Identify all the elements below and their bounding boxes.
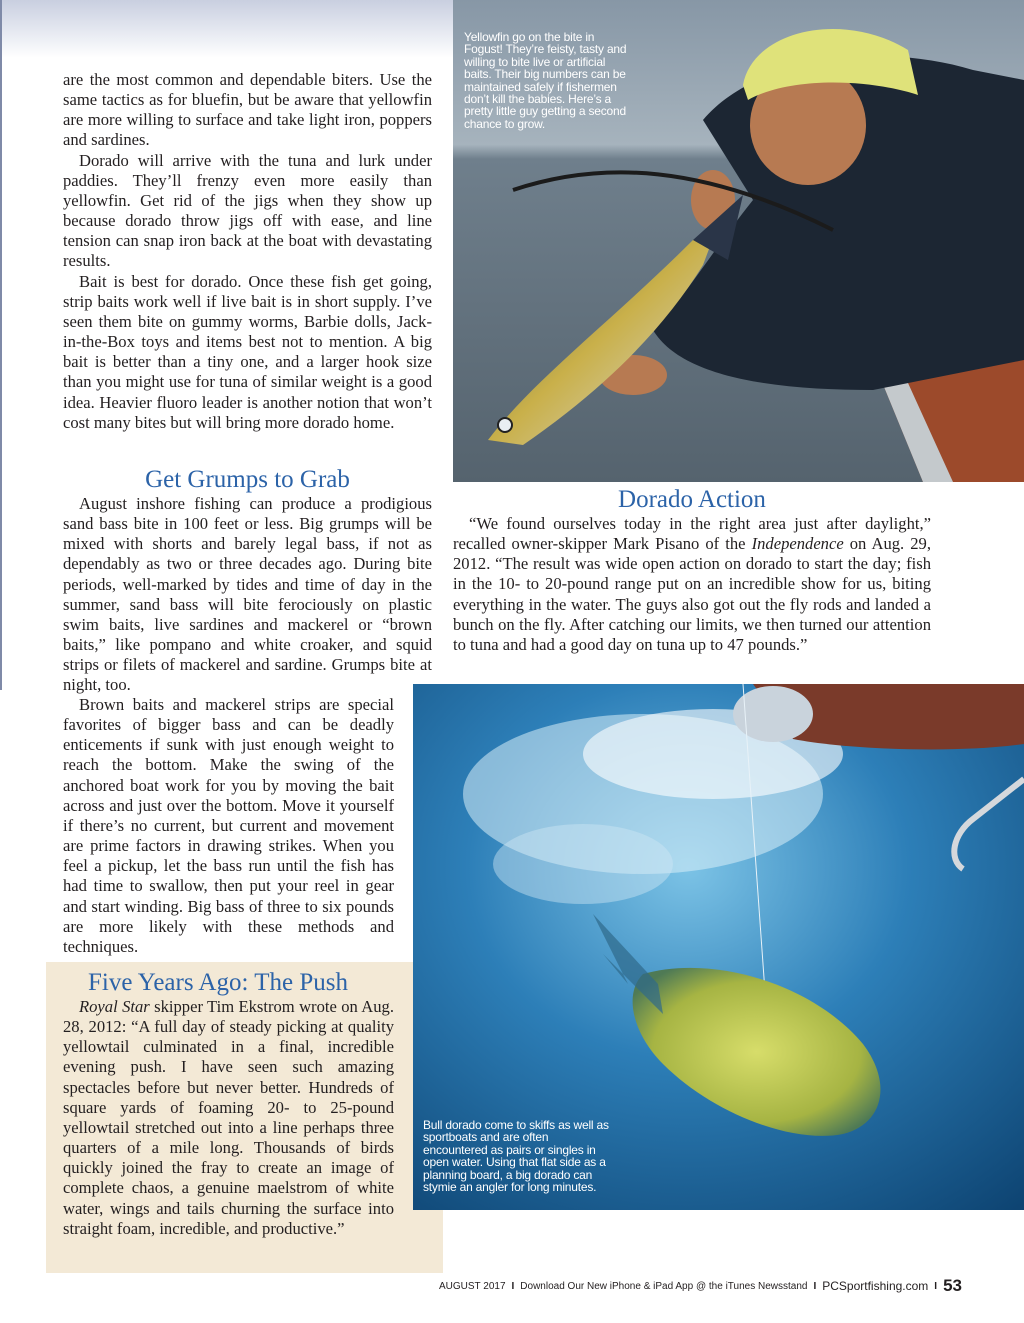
dorado-text — [453, 514, 931, 655]
top-gradient-band — [0, 0, 460, 58]
page-footer — [439, 1276, 962, 1296]
footer-separator: I — [511, 1280, 515, 1292]
sidebar-body: skipper Tim Ekstrom wrote on Aug. 28, 2012: “A full day of steady picking at quality yellowtail culminated in a final, incredible evening push. I have seen such amazing spectacles before but never better. Hundreds of square yards of foaming 20- to 25-pound yellowtail stretched out into a line perhaps three quarters of a mile long. Thousands of birds quickly joined the fray to create an image of complete chaos, a genuine maelstrom of white water, wings and tails churning the surface into straight foam, incredible, and productive.” — [63, 997, 395, 1238]
grumps-text-narrow — [63, 695, 394, 957]
section-heading-dorado: Dorado Action — [618, 486, 766, 513]
body-paragraph: August inshore fishing can produce a prodigious sand bass bite in 100 feet or less. Big grumps will be mixed with shorts and barely legal bass, if not as dependably as two or three decades ago. During bite periods, well-marked by tides and time of day in the summer, sand bass will bite ferociously on plastic swim baits, live sardines and mackerel or “brown baits,” like pompano and white croaker, and squid strips or filets of mackerel and sardine. Grumps bite at night, too. — [63, 494, 432, 695]
footer-website: PCSportfishing.com — [822, 1279, 929, 1293]
footer-separator: I — [934, 1280, 938, 1292]
sidebar-heading: Five Years Ago: The Push — [88, 969, 348, 996]
footer-separator: I — [813, 1280, 817, 1292]
grumps-text-wide — [63, 494, 432, 696]
body-paragraph: Dorado will arrive with the tuna and lurk under paddies. They’ll frenzy even more easily than yellowfin. Get rid of the jigs when they show up because dorado throw jigs off with ease, and line tension can snap iron back at the boat with devastating results. — [63, 150, 432, 271]
sidebar-text — [63, 997, 394, 1239]
yellowfin-caption: Yellowfin go on the bite in Fogust! They’re feisty, tasty and willing to bite live or artificial baits. Their big numbers can be maintained safely if fishermen don’t kill the babies. Here’s a pretty little guy getting a second chance to grow. — [464, 30, 627, 131]
section-heading-grumps: Get Grumps to Grab — [145, 466, 350, 493]
dorado-caption: Bull dorado come to skiffs as well as sportboats and are often encountered as pairs or singles in open water. Using that flat side as a planning board, a big dorado can stymie an angler for long minutes. — [423, 1118, 609, 1195]
body-paragraph — [453, 514, 931, 655]
body-paragraph — [63, 997, 394, 1239]
dorado-text-2: on Aug. 29, 2012. “The result was wide open action on dorado to start the day; fish in the 10- to 20-pound range put on an incredible show for us, biting everything in the water. The guys also got out the fly rods and landed a bunch on the fly. After catching our limits, we then turned our attention to tuna and had a good day on tuna up to 47 pounds.” — [453, 534, 931, 654]
body-paragraph: Bait is best for dorado. Once these fish get going, strip baits work well if live bait is in short supply. I’ve seen them bite on gummy worms, Barbie dolls, Jack-in-the-Box toys and items best not to mention. A big bait is better than a tiny one, and a larger hook size than you might use for tuna of similar weight is a good idea. Heavier fluoro leader is another notion that won’t cost many bites but will bring more dorado home. — [63, 271, 432, 432]
left-edge-rule — [0, 0, 2, 690]
column-1-text — [63, 70, 432, 433]
footer-app-promo: Download Our New iPhone & iPad App @ the iTunes Newsstand — [520, 1280, 808, 1292]
boat-name: Royal Star — [79, 997, 150, 1016]
body-paragraph: are the most common and dependable biters. Use the same tactics as for bluefin, but be aware that yellowfin are more willing to surface and take light iron, poppers and sardines. — [63, 70, 432, 150]
dorado-text-1: “We found ourselves today in the right area just after daylight,” recalled owner-skipper Mark Pisano of the — [453, 514, 931, 554]
body-paragraph: Brown baits and mackerel strips are special favorites of bigger bass and can be deadly enticements if sunk with just enough weight to reach the bottom. Make the swing of the anchored boat work for you by moving the bait across and just over the bottom. Move it yourself if there’s no current, but current and movement are prime factors in drawing strikes. When you feel a pickup, let the bass run until the fish has had time to swallow, then put your reel in gear and start winding. Big bass of three to six pounds are more likely with these methods and techniques. — [63, 695, 394, 956]
page-number: 53 — [943, 1276, 962, 1295]
footer-issue: AUGUST 2017 — [439, 1280, 506, 1292]
boat-name: Independence — [751, 534, 844, 554]
